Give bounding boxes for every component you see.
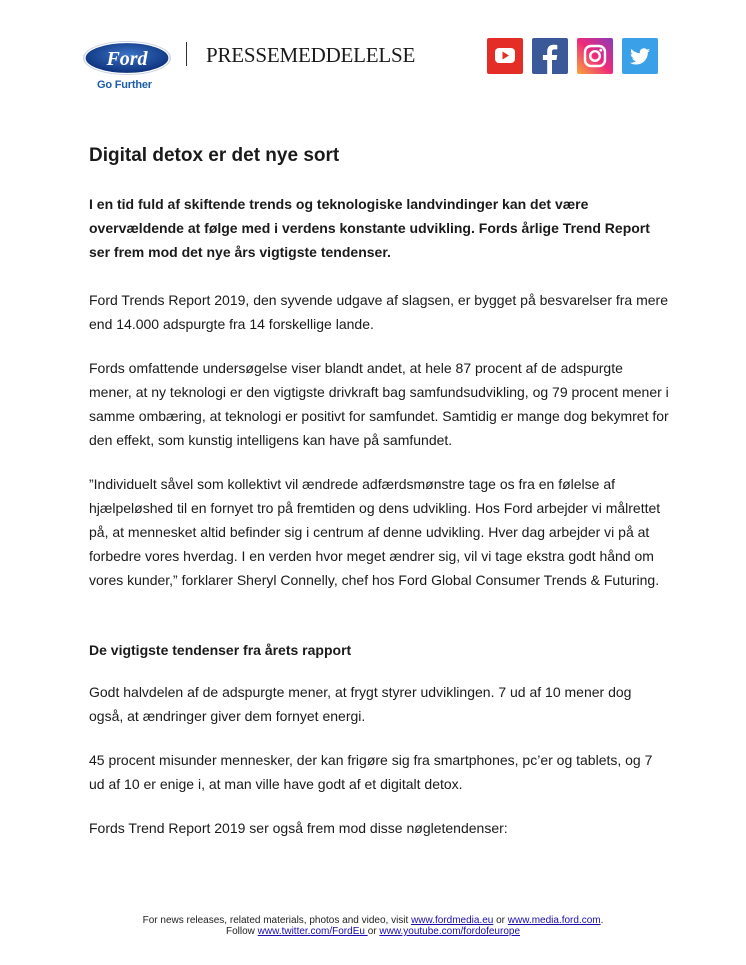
svg-text:Ford: Ford (106, 48, 148, 70)
facebook-icon[interactable] (532, 38, 568, 74)
article-paragraph-5: 45 procent misunder mennesker, der kan frigøre sig fra smartphones, pc’er og tablets, og 7 ud af 10 er enige i, at man ville have godt af et digitalt detox. (89, 752, 653, 792)
article-paragraph-2: Fords omfattende undersøgelse viser blandt andet, at hele 87 procent af de adspurgte mener, at ny teknologi er den vigtigste drivkraft bag samfundsudvikling, og 79 procent mener i samme ombæring, at teknologi er positivt for samfundet. Samtidig er mange dog bekymret for den effekt, som kunstig intelligens kan have på samfundet. (89, 360, 669, 448)
article-paragraph-1: Ford Trends Report 2019, den syvende udgave af slagsen, er bygget på besvarelser fra mere end 14.000 adspurgte fra 14 forskellige lande. (89, 292, 669, 332)
youtube-icon[interactable] (487, 38, 523, 74)
footer-line-2: Follow www.twitter.com/FordEu or www.youtube.com/fordofeurope (225, 926, 521, 937)
article-lead: I en tid fuld af skiftende trends og teknologiske landvindinger kan det være overvældende at følge med i verdens konstante udvikling. Fords årlige Trend Report ser frem mod det nye års vigtigste tendenser. (89, 196, 650, 260)
twitter-link[interactable]: www.twitter.com/FordEu (257, 926, 368, 937)
article-paragraph-6: Fords Trend Report 2019 ser også frem mod disse nøgletendenser: (89, 820, 508, 836)
tagline: Go Further (97, 79, 152, 91)
footer-line-1: For news releases, related materials, photos and video, visit www.fordmedia.eu or www.media.ford.com. (142, 915, 604, 926)
media-ford-link[interactable]: www.media.ford.com (507, 915, 601, 926)
fordmedia-link[interactable]: www.fordmedia.eu (411, 915, 494, 926)
article-paragraph-4: Godt halvdelen af de adspurgte mener, at frygt styrer udviklingen. 7 ud af 10 mener dog også, at ændringer giver dem fornyet energi. (89, 684, 632, 724)
header-divider (186, 42, 187, 66)
instagram-icon[interactable] (577, 38, 613, 74)
page-footer (0, 915, 746, 937)
youtube-link[interactable]: www.youtube.com/fordofeurope (379, 926, 521, 937)
page-header (0, 0, 746, 100)
article-subheading: De vigtigste tendenser fra årets rapport (89, 642, 352, 658)
ford-logo (82, 40, 172, 81)
section-title: PRESSEMEDDELELSE (206, 43, 416, 67)
article-headline: Digital detox er det nye sort (89, 145, 340, 166)
twitter-icon[interactable] (622, 38, 658, 74)
article-paragraph-3: ”Individuelt såvel som kollektivt vil ændrede adfærdsmønstre tage os fra en følelse af hjælpeløshed til en fornyet tro på fremtiden og dens udvikling. Hos Ford arbejder vi målrettet på, at mennesket altid befinder sig i centrum af denne udvikling. Hver dag arbejder vi på at forbedre vores hverdag. I en verden hvor meget ændrer sig, vil vi tage ekstra godt hånd om vores kunder,” forklarer Sheryl Connelly, chef hos Ford Global Consumer Trends & Futuring. (89, 476, 661, 588)
